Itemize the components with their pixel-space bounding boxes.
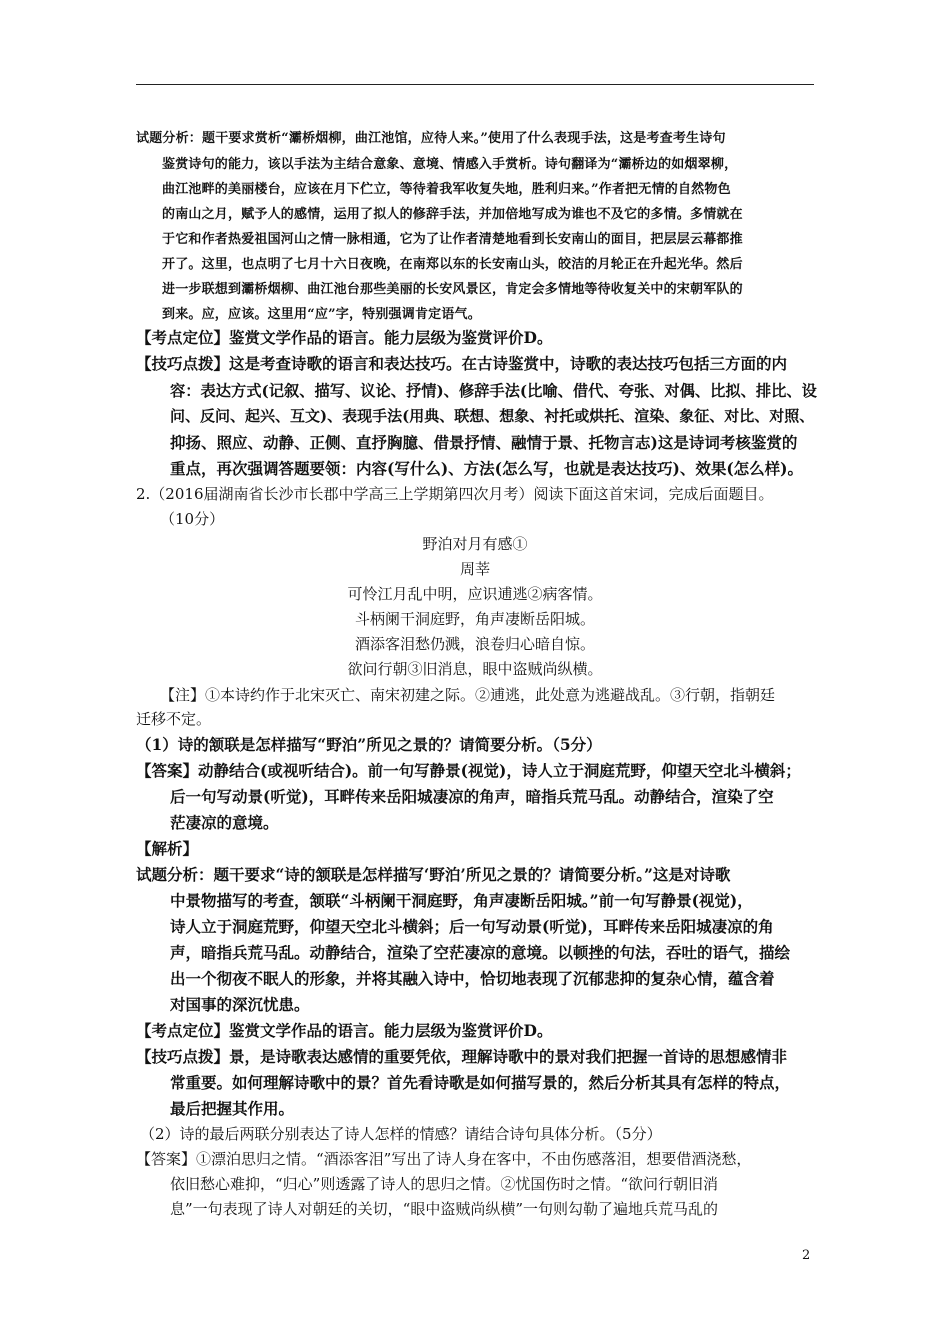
answer-2-line: 息”一句表现了诗人对朝廷的关切，“眼中盗贼尚纵横”一句则勾勒了遍地兵荒马乱的	[170, 1200, 719, 1218]
poem-note: 迁移不定。	[136, 710, 212, 728]
poem-line: 可怜江月乱中明，应识逋逃②病客情。	[347, 585, 603, 603]
tip-1-line: 【技巧点拨】这是考查诗歌的语言和表达技巧。在古诗鉴赏中，诗歌的表达技巧包括三方面的内	[136, 354, 788, 373]
tip-2-line: 最后把握其作用。	[170, 1099, 295, 1118]
poem-line: 酒添客泪愁仍溅，浪卷归心暗自惊。	[354, 635, 595, 653]
analysis1-line: 曲江池畔的美丽楼台，应该在月下伫立，等待着我军收复失地，胜利归来。”作者把无情的自然物色	[162, 182, 731, 197]
analysis1-line: 于它和作者热爱祖国河山之情一脉相通，它为了让作者清楚地看到长安南山的面目，把层层云幕都推	[162, 232, 743, 247]
analysis1-line: 的南山之月，赋予人的感情，运用了拟人的修辞手法，并加倍地写成为谁也不及它的多情。多情就在	[162, 207, 743, 222]
answer-1-line: 【答案】动静结合(或视听结合)。前一句写静景(视觉)，诗人立于洞庭荒野，仰望天空北斗横斜；	[136, 761, 801, 780]
analysis-2-line: 试题分析：题干要求“诗的颔联是怎样描写‘野泊’所见之景的？请简要分析。”这是对诗歌	[136, 865, 731, 884]
poem-line: 斗柄阑干洞庭野，角声凄断岳阳城。	[354, 610, 595, 628]
answer-2-line: 依旧愁心难抑，“归心”则透露了诗人的思归之情。②忧国伤时之情。“欲问行朝旧消	[170, 1175, 719, 1193]
analysis-label: 【解析】	[136, 839, 199, 858]
header-rule	[136, 84, 814, 85]
sub-question-1: （1）诗的颔联是怎样描写“野泊”所见之景的？请简要分析。（5分）	[136, 735, 602, 754]
analysis-2-line: 声，暗指兵荒马乱。动静结合，渲染了空茫凄凉的意境。以顿挫的句法，吞吐的语气，描绘	[170, 943, 791, 962]
answer-1-line: 后一句写动景(听觉)，耳畔传来岳阳城凄凉的角声，暗指兵荒马乱。动静结合，渲染了空	[170, 787, 774, 806]
tip-2-line: 【技巧点拨】景，是诗歌表达感情的重要凭依，理解诗歌中的景对我们把握一首诗的思想感情非	[136, 1047, 788, 1066]
tip-1-line: 问、反问、起兴、互文)、表现手法(用典、联想、想象、衬托或烘托、渲染、象征、对比、对照、	[170, 407, 815, 425]
analysis-2-line: 中景物描写的考查，颔联“斗柄阑干洞庭野，角声凄断岳阳城。”前一句写静景(视觉)，	[170, 891, 753, 910]
poem-note: 【注】①本诗约作于北宋灭亡、南宋初建之际。②逋逃，此处意为逃避战乱。③行朝，指朝廷	[160, 686, 776, 704]
page-number: 2	[802, 1248, 811, 1263]
analysis1-line: 开了。这里，也点明了七月十六日夜晚，在南郑以东的长安南山头，皎洁的月轮正在升起光华。然后	[162, 257, 743, 272]
poem-author: 周莘	[459, 560, 490, 578]
analysis1-line: 进一步联想到灞桥烟柳、曲江池台那些美丽的长安风景区，肯定会多情地等待收复关中的宋朝军队的	[162, 282, 743, 297]
analysis1-line: 鉴赏诗句的能力，该以手法为主结合意象、意境、情感入手赏析。诗句翻译为“灞桥边的如烟翠柳，	[162, 157, 738, 172]
analysis-2-line: 出一个彻夜不眠人的形象，并将其融入诗中，恰切地表现了沉郁悲抑的复杂心情，蕴含着	[170, 969, 775, 988]
tip-1-line: 容：表达方式(记叙、描写、议论、抒情)、修辞手法(比喻、借代、夸张、对偶、比拟、排比、设	[170, 382, 817, 400]
poem-title: 野泊对月有感①	[422, 535, 528, 553]
tip-1-line: 抑扬、照应、动静、正侧、直抒胸臆、借景抒情、融情于景、托物言志)这是诗词考核鉴赏的	[170, 433, 798, 452]
tip-1-line: 重点，再次强调答题要领：内容(写什么)、方法(怎么写，也就是表达技巧)、效果(怎么样)。	[170, 459, 804, 478]
question-2-intro: 2.（2016届湖南省长沙市长郡中学高三上学期第四次月考）阅读下面这首宋词，完成后面题目。	[136, 485, 774, 503]
exam-point-2: 【考点定位】鉴赏文学作品的语言。能力层级为鉴赏评价D。	[136, 1021, 553, 1040]
poem-line: 欲问行朝③旧消息，眼中盗贼尚纵横。	[347, 660, 603, 678]
question-2-intro: （10分）	[160, 510, 225, 528]
answer-1-line: 茫凄凉的意境。	[170, 813, 279, 832]
tip-2-line: 常重要。如何理解诗歌中的景？首先看诗歌是如何描写景的，然后分析其具有怎样的特点，	[170, 1073, 791, 1092]
analysis-2-line: 对国事的深沉忧患。	[170, 995, 310, 1014]
analysis1-line: 试题分析：题干要求赏析“灞桥烟柳，曲江池馆，应待人来。”使用了什么表现手法，这是考查考生诗句	[136, 131, 726, 146]
answer-2-line: 【答案】①漂泊思归之情。“酒添客泪”写出了诗人身在客中，不由伤感落泪，想要借酒浇愁，	[136, 1150, 752, 1168]
exam-point-1: 【考点定位】鉴赏文学作品的语言。能力层级为鉴赏评价D。	[136, 328, 553, 347]
sub-question-2: （2）诗的最后两联分别表达了诗人怎样的情感？请结合诗句具体分析。（5分）	[140, 1125, 662, 1143]
analysis-2-line: 诗人立于洞庭荒野，仰望天空北斗横斜；后一句写动景(听觉)，耳畔传来岳阳城凄凉的角	[170, 917, 774, 936]
analysis1-line: 到来。应，应该。这里用“应”字，特别强调肯定语气。	[162, 307, 481, 322]
